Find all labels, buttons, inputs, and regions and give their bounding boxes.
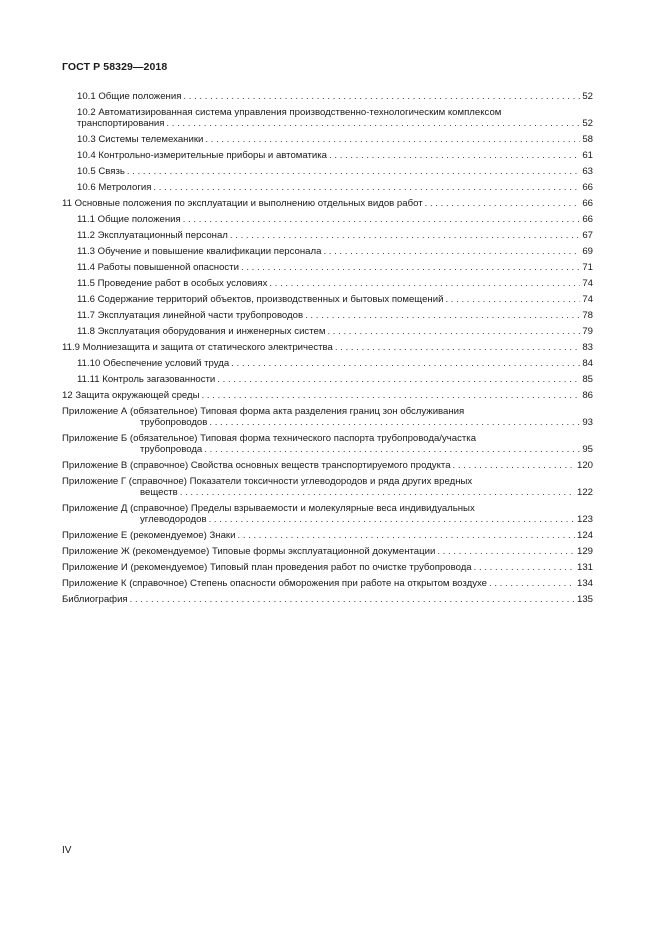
toc-entry-page: 123 — [576, 514, 593, 525]
toc-entry[interactable] — [62, 594, 593, 605]
leader-dots — [205, 134, 580, 145]
leader-dots — [335, 342, 580, 353]
toc-entry[interactable] — [62, 182, 593, 193]
toc-entry-page: 63 — [582, 166, 593, 177]
toc-entry-title-continued: углеводородов — [140, 514, 207, 525]
toc-entry-title: Приложение К (справочное) Степень опасности обморожения при работе на открытом воздухе — [62, 578, 488, 589]
toc-entry-title: 12 Защита окружающей среды — [62, 390, 200, 401]
toc-entry-title: 11.9 Молниезащита и защита от статического электричества — [62, 342, 333, 353]
leader-dots — [202, 390, 581, 401]
leader-dots — [153, 182, 580, 193]
leader-dots — [209, 417, 580, 428]
toc-entry-title: Библиография — [62, 594, 128, 605]
toc-entry[interactable] — [62, 578, 593, 589]
toc-entry[interactable] — [62, 358, 593, 369]
toc-entry-title: 11.8 Эксплуатация оборудования и инженерных систем — [77, 326, 326, 337]
leader-dots — [453, 460, 575, 471]
toc-entry-title-continued: трубопровода — [140, 444, 203, 455]
toc-entry-title: 11.1 Общие положения — [77, 214, 181, 225]
toc-entry-page: 69 — [582, 246, 593, 257]
toc-entry-title: 10.4 Контрольно-измерительные приборы и автоматика — [77, 150, 328, 161]
toc-entry[interactable] — [62, 91, 593, 102]
toc-entry-page: 67 — [582, 230, 593, 241]
leader-dots — [327, 326, 580, 337]
toc-entry-title: Приложение И (рекомендуемое) Типовый план проведения работ по очистке трубопровода — [62, 562, 472, 573]
toc-entry[interactable] — [62, 214, 593, 225]
toc-entry-title: Приложение Ж (рекомендуемое) Типовые формы эксплуатационной документации — [62, 546, 436, 557]
toc-entry-page: 85 — [582, 374, 593, 385]
toc-entry-title: Приложение А (обязательное) Типовая форма акта разделения границ зон обслуживания — [62, 406, 465, 417]
toc-entry-title: 10.5 Связь — [77, 166, 125, 177]
toc-entry-title: 11.7 Эксплуатация линейной части трубопроводов — [77, 310, 304, 321]
toc-entry-page: 84 — [582, 358, 593, 369]
toc-entry[interactable] — [62, 476, 593, 498]
leader-dots — [474, 562, 575, 573]
document-header: ГОСТ Р 58329—2018 — [62, 61, 168, 73]
toc-entry-page: 122 — [576, 487, 593, 498]
toc-entry[interactable] — [62, 503, 593, 525]
toc-entry-page: 52 — [582, 91, 593, 102]
toc-entry-title: 11.4 Работы повышенной опасности — [77, 262, 239, 273]
leader-dots — [305, 310, 580, 321]
toc-entry-page: 124 — [576, 530, 593, 541]
toc-entry-title: 11.2 Эксплуатационный персонал — [77, 230, 228, 241]
toc-entry-page: 74 — [582, 278, 593, 289]
toc-entry[interactable] — [62, 278, 593, 289]
leader-dots — [209, 514, 575, 525]
leader-dots — [230, 230, 580, 241]
toc-entry-title: Приложение Б (обязательное) Типовая форма технического паспорта трубопровода/участка — [62, 433, 477, 444]
toc-entry-page: 129 — [576, 546, 593, 557]
toc-entry-page: 131 — [576, 562, 593, 573]
toc-entry-page: 74 — [582, 294, 593, 305]
toc-entry-title: 10.3 Системы телемеханики — [77, 134, 204, 145]
toc-entry[interactable] — [62, 406, 593, 428]
leader-dots — [329, 150, 580, 161]
leader-dots — [180, 487, 575, 498]
toc-entry[interactable] — [62, 390, 593, 401]
toc-entry[interactable] — [62, 433, 593, 455]
leader-dots — [241, 262, 580, 273]
toc-entry[interactable] — [62, 530, 593, 541]
toc-entry-title: 11.6 Содержание территорий объектов, производственных и бытовых помещений — [77, 294, 444, 305]
toc-entry-page: 95 — [582, 444, 593, 455]
toc-entry[interactable] — [62, 246, 593, 257]
leader-dots — [166, 118, 580, 129]
toc-entry-page: 135 — [576, 594, 593, 605]
toc-entry-page: 93 — [582, 417, 593, 428]
toc-entry-page: 86 — [582, 390, 593, 401]
toc-entry-page: 120 — [576, 460, 593, 471]
table-of-contents — [62, 91, 593, 610]
toc-entry-page: 66 — [582, 182, 593, 193]
toc-entry-page: 66 — [582, 214, 593, 225]
toc-entry-page: 66 — [582, 198, 593, 209]
toc-entry-title-continued: трубопроводов — [140, 417, 208, 428]
leader-dots — [217, 374, 580, 385]
toc-entry-title: Приложение В (справочное) Свойства основных веществ транспортируемого продукта — [62, 460, 451, 471]
leader-dots — [130, 594, 575, 605]
toc-entry[interactable] — [62, 230, 593, 241]
toc-entry[interactable] — [62, 107, 593, 129]
leader-dots — [204, 444, 580, 455]
leader-dots — [437, 546, 575, 557]
toc-entry-page: 79 — [582, 326, 593, 337]
leader-dots — [323, 246, 580, 257]
toc-entry-page: 78 — [582, 310, 593, 321]
toc-entry-page: 61 — [582, 150, 593, 161]
toc-entry[interactable] — [62, 374, 593, 385]
toc-entry[interactable] — [62, 342, 593, 353]
leader-dots — [445, 294, 580, 305]
toc-entry-page: 52 — [582, 118, 593, 129]
toc-entry[interactable] — [62, 262, 593, 273]
toc-entry-title: 10.1 Общие положения — [77, 91, 182, 102]
page-number: IV — [62, 845, 72, 856]
toc-entry-title: Приложение Д (справочное) Пределы взрываемости и молекулярные веса индивидуальных — [62, 503, 475, 514]
toc-entry-title-continued: транспортирования — [77, 118, 165, 129]
leader-dots — [269, 278, 580, 289]
leader-dots — [425, 198, 581, 209]
toc-entry-title: Приложение Е (рекомендуемое) Знаки — [62, 530, 236, 541]
leader-dots — [183, 91, 580, 102]
toc-entry-title: 11.3 Обучение и повышение квалификации персонала — [77, 246, 322, 257]
toc-entry[interactable] — [62, 326, 593, 337]
leader-dots — [183, 214, 581, 225]
toc-entry-page: 58 — [582, 134, 593, 145]
toc-entry-title: Приложение Г (справочное) Показатели токсичности углеводородов и ряда других вредных — [62, 476, 473, 487]
toc-entry[interactable] — [62, 134, 593, 145]
toc-entry[interactable] — [62, 198, 593, 209]
leader-dots — [127, 166, 580, 177]
toc-entry[interactable] — [62, 310, 593, 321]
toc-entry-page: 83 — [582, 342, 593, 353]
toc-entry[interactable] — [62, 562, 593, 573]
toc-entry-title: 11.10 Обеспечение условий труда — [77, 358, 230, 369]
toc-entry-title: 11.11 Контроль загазованности — [77, 374, 216, 385]
toc-entry[interactable] — [62, 546, 593, 557]
toc-entry-title: 10.2 Автоматизированная система управления производственно-технологическим комплексом — [77, 107, 502, 118]
leader-dots — [231, 358, 580, 369]
toc-entry[interactable] — [62, 294, 593, 305]
leader-dots — [237, 530, 575, 541]
toc-entry-page: 71 — [582, 262, 593, 273]
toc-entry-title: 11 Основные положения по эксплуатации и выполнению отдельных видов работ — [62, 198, 423, 209]
toc-entry[interactable] — [62, 166, 593, 177]
toc-entry[interactable] — [62, 460, 593, 471]
leader-dots — [489, 578, 575, 589]
toc-entry-title: 10.6 Метрология — [77, 182, 152, 193]
toc-entry-title: 11.5 Проведение работ в особых условиях — [77, 278, 268, 289]
toc-entry-title-continued: веществ — [140, 487, 178, 498]
toc-entry[interactable] — [62, 150, 593, 161]
toc-entry-page: 134 — [576, 578, 593, 589]
